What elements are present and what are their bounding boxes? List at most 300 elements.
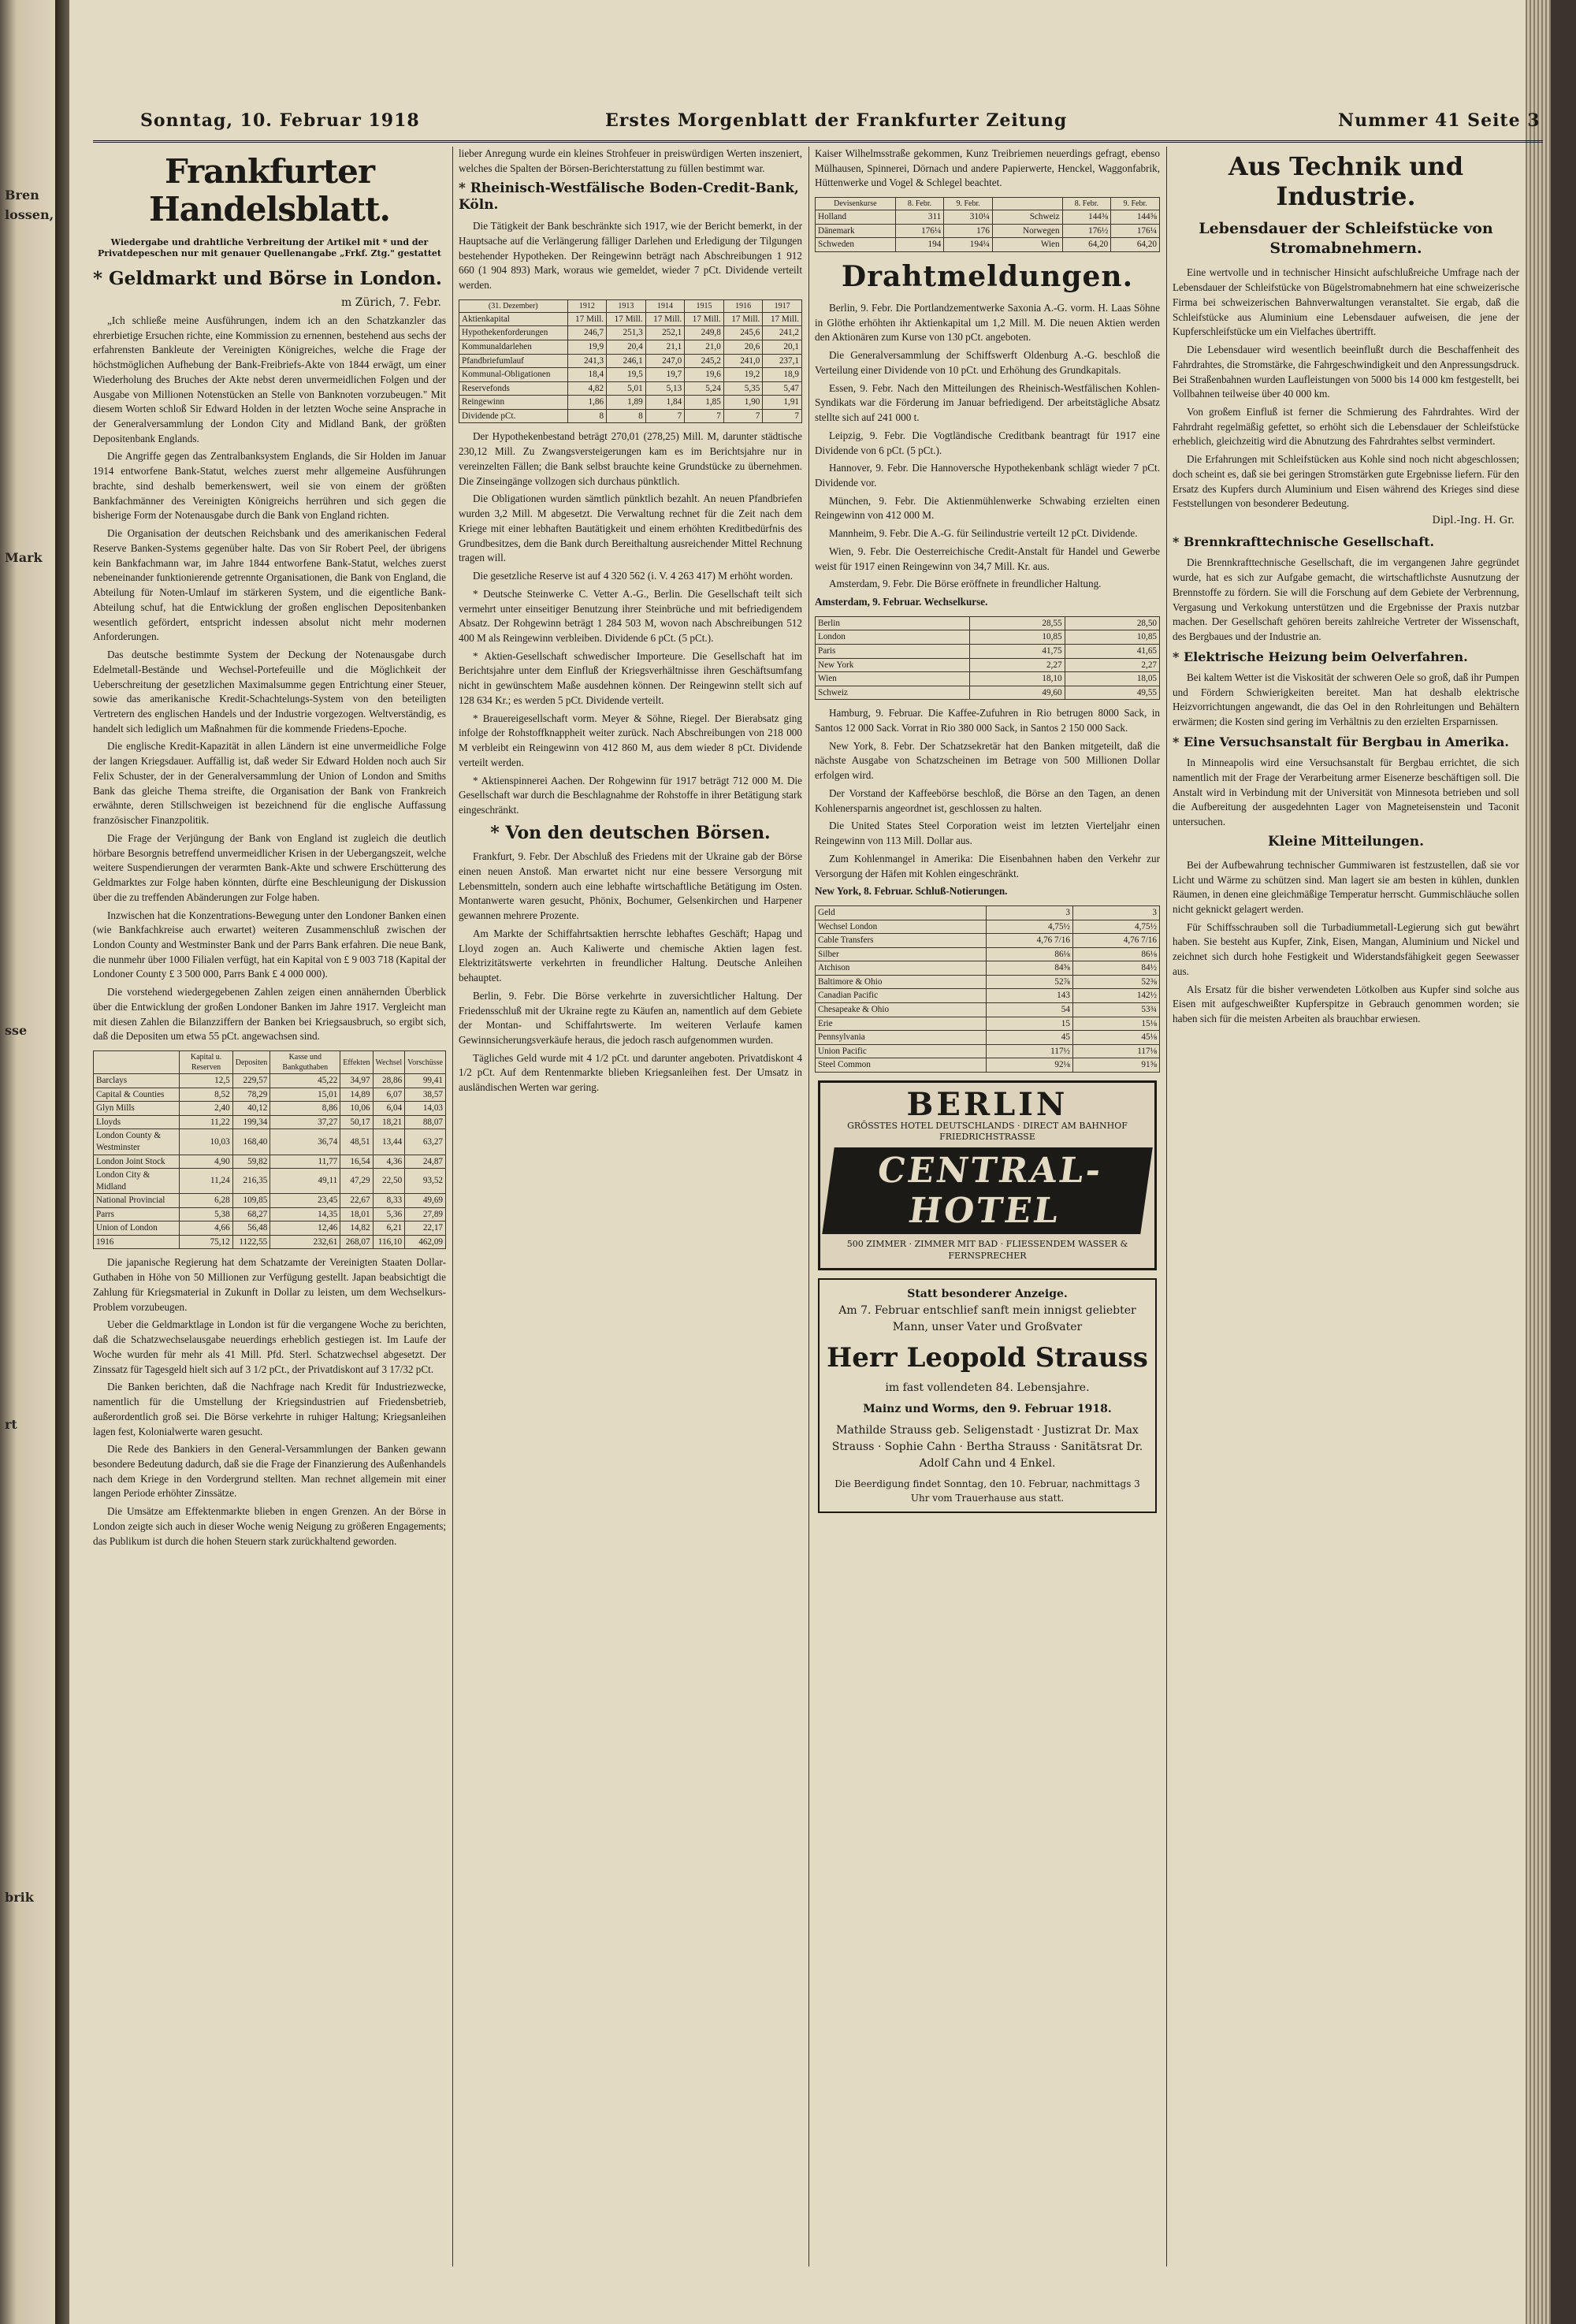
ad-amenities: 500 ZIMMER · ZIMMER MIT BAD · FLIESSENDEM WASSER & FERNSPRECHER xyxy=(846,1239,1128,1261)
table-cell: 16,54 xyxy=(340,1155,373,1169)
table-header-cell xyxy=(992,198,1062,210)
table-row xyxy=(94,1102,446,1116)
table-cell: 21,0 xyxy=(685,340,724,355)
paragraph: Die Banken berichten, daß die Nachfrage nach Kredit für Industriezwecke, namentlich für die Umstellung der Kriegsindustrien auf Friedensbetrieb, außerordentlich groß sei. Die Börse verkehrte in ruhiger Haltung; Kriegsanleihen lagen fest, Kolonialwerte waren gesucht. xyxy=(93,1381,446,1437)
table-cell: 19,5 xyxy=(607,368,646,382)
table-cell: 41,75 xyxy=(970,644,1065,658)
table-cell: 3 xyxy=(986,906,1072,920)
table-row xyxy=(816,630,1160,645)
table-cell: 462,09 xyxy=(405,1235,446,1249)
table-cell: 268,07 xyxy=(340,1235,373,1249)
table-header-cell: Kasse und Bankguthaben xyxy=(270,1051,340,1074)
paragraph: Die Brennkrafttechnische Gesellschaft, die im vergangenen Jahre gegründet wurde, hat es sich zur Aufgabe gemacht, die wirtschaftlichste Ausnutzung der Brennstoffe zu fördern. Sie will die Forschung auf dem Gebiete der Verbrennung, Vergasung und Verkokung unterstützen und die Ergebnisse der Praxis nutzbar machen. Der Gesellschaft gehören bereits zahlreiche Vertreter der Wissenschaft, des Bergbaues und der Industrie an. xyxy=(1173,556,1519,642)
table-cell: 14,35 xyxy=(270,1207,340,1221)
table-row xyxy=(816,1058,1160,1073)
table-cell: 245,6 xyxy=(723,326,763,340)
table-cell: 7 xyxy=(645,409,685,423)
paragraph: Kaiser Wilhelmsstraße gekommen, Kunz Treibriemen neuerdings gefragt, ebenso Mülhausen, Spinnerei, Dörnach und andere Papierwerte, Henckel, Waggonfabrik, Hüttenwerke und Vogel & Schlegel beachtet. xyxy=(815,147,1160,189)
table-header-cell: 8. Febr. xyxy=(895,198,944,210)
table-cell: 49,60 xyxy=(970,686,1065,700)
table-cell: 5,36 xyxy=(373,1207,405,1221)
table-cell: 5,13 xyxy=(645,381,685,396)
table-cell: 142½ xyxy=(1072,989,1159,1003)
table-cell: 4,76 7/16 xyxy=(1072,934,1159,948)
table-row xyxy=(459,396,802,410)
table-cell: 19,6 xyxy=(685,368,724,382)
table-cell: 45⅛ xyxy=(1072,1031,1159,1045)
table-cell: 251,3 xyxy=(607,326,646,340)
table-row xyxy=(94,1129,446,1155)
section-title: * Brennkrafttechnische Gesellschaft. xyxy=(1173,534,1435,550)
table-cell: 10,85 xyxy=(970,630,1065,645)
table-cell: 17 Mill. xyxy=(607,312,646,326)
column-handelsblatt xyxy=(93,147,446,2266)
section-title: * Eine Versuchsanstalt für Bergbau in Amerika. xyxy=(1173,734,1509,749)
table-cell: 45 xyxy=(986,1031,1072,1045)
table-cell: Barclays xyxy=(94,1074,180,1088)
table-cell: 5,35 xyxy=(723,381,763,396)
paragraph: Eine wertvolle und in technischer Hinsicht aufschlußreiche Umfrage nach der Lebensdauer der Schleifstücke von Bügelstromabnehmern hat eine schweizerische Firma bei schweizerischen Bahnverwaltungen veranstaltet. Sie ergab, daß die Schleifstücke aus Aluminium eine Lebensdauer aufweisen, die jene der Kupferschleifstücke um ein Vielfaches übertrifft. xyxy=(1173,266,1519,338)
paragraph: Inzwischen hat die Konzentrations-Bewegung unter den Londoner Banken einen (wie Bankfachkreise auch erwartet) weiteren Zusammenschluß zwischen der London County and Westminster Bank und der Parrs Bank erfahren. Die neue Bank, die nunmehr über 1000 Filialen verfügt, hat ein Kapital von £ 9 003 718 (Kapital der Londoner County £ 3 500 000, Parrs Bank £ 4 000 000). xyxy=(93,909,446,980)
table-cell: 54 xyxy=(986,1002,1072,1017)
table-cell: 68,27 xyxy=(232,1207,270,1221)
table-header-cell: Wechsel xyxy=(373,1051,405,1074)
new-york-table xyxy=(815,905,1160,1073)
paragraph: * Deutsche Steinwerke C. Vetter A.-G., Berlin. Die Gesellschaft teilt sich vermehrt unter einseitiger Benutzung ihrer Steinbrüche und mit befriedigendem Absatz. Der Rohgewinn beträgt 1 284 503 M, wovon nach Abschreibungen 512 400 M als Reingewinn verbleiben. Dividende 6 pCt. (5 pCt.). xyxy=(459,587,802,644)
table-header-cell: Vorschüsse xyxy=(405,1051,446,1074)
table-row xyxy=(816,224,1160,238)
table-cell: 18,21 xyxy=(373,1115,405,1129)
paragraph: * Aktien-Gesellschaft schwedischer Importeure. Die Gesellschaft hat im Berichtsjahre unter dem Einfluß der Kriegsverhältnisse ihren Geschäftsumfang nicht in gewünschtem Maße ausdehnen können. Der Reingewinn stellt sich auf 128 634 Kr.; es werden 5 pCt. Dividende verteilt. xyxy=(459,649,802,706)
table-header-cell: (31. Dezember) xyxy=(459,299,568,312)
table-cell: 49,11 xyxy=(270,1169,340,1194)
table-row xyxy=(816,210,1160,225)
column-rule xyxy=(808,147,809,2266)
paragraph: Bei der Aufbewahrung technischer Gummiwaren ist festzustellen, daß sie vor Licht und Wärme zu schützen sind. Man lagert sie am besten in kühlen, dunklen Räumen, in denen eine gleichmäßige Temperatur herrscht. Gummischläuche sollen nicht geknickt gelagert werden. xyxy=(1173,858,1519,915)
table-cell: Hypothekenforderungen xyxy=(459,326,568,340)
table-cell: 232,61 xyxy=(270,1235,340,1249)
table-cell: 86⅛ xyxy=(986,947,1072,961)
section-head: Drahtmeldungen. xyxy=(841,259,1134,293)
table-cell: 91⅝ xyxy=(1072,1058,1159,1073)
notice-burial: Die Beerdigung findet Sonntag, den 10. Februar, nachmittags 3 Uhr vom Trauerhause aus statt. xyxy=(834,1478,1140,1504)
table-cell: Schweiz xyxy=(816,686,970,700)
table-cell: 3 xyxy=(1072,906,1159,920)
table-cell: 116,10 xyxy=(373,1235,405,1249)
table-row xyxy=(459,340,802,355)
table-cell: 37,27 xyxy=(270,1115,340,1129)
paragraph: Hamburg, 9. Februar. Die Kaffee-Zufuhren in Rio betrugen 8000 Sack, in Santos 12 000 Sack. Vorrat in Rio 380 000 Sack, in Santos 2 150 000 Sack. xyxy=(815,707,1160,734)
paragraph: Die gesetzliche Reserve ist auf 4 320 562 (i. V. 4 263 417) M erhöht worden. xyxy=(473,570,794,582)
table-cell: 241,3 xyxy=(567,354,607,368)
table-header-cell: 8. Febr. xyxy=(1062,198,1111,210)
table-cell: 194¼ xyxy=(944,238,993,252)
table-cell: 13,44 xyxy=(373,1129,405,1155)
table-cell: Wien xyxy=(816,672,970,686)
table-cell: 144⅝ xyxy=(1111,210,1160,225)
table-cell: 1122,55 xyxy=(232,1235,270,1249)
table-row xyxy=(816,975,1160,989)
notice-line: im fast vollendeten 84. Lebensjahre. xyxy=(885,1381,1090,1394)
table-cell: 15 xyxy=(986,1017,1072,1031)
paragraph: Die Rede des Bankiers in den General-Versammlungen der Banken gewann besondere Bedeutung dadurch, daß sie die Frage der Finanzierung des Außenhandels nach dem Kriege in den Vordergrund stellten. Man rechnet allgemein mit einer langen Periode erhöhter Zinssätze. xyxy=(93,1443,446,1500)
table-body xyxy=(816,906,1160,1073)
table-cell: 52⅜ xyxy=(1072,975,1159,989)
table-cell: National Provincial xyxy=(94,1194,180,1208)
table-cell: 109,85 xyxy=(232,1194,270,1208)
paragraph: Die Organisation der deutschen Reichsbank und des amerikanischen Federal Reserve Banken-Systems gegenüber halte. Das von Sir Robert Peel, der übrigens kein Bankfachmann war, im Jahre 1844 entworfene Bank-Statut, welches zuerst nebeneinander funktionierende getrennte Organisationen, die Bank von England, die Abteilung für Noten-Umlauf im stärkeren System, und die eigentliche Bank-Abteilung schuf, hat die Entwicklung der großen englischen Depositenbanken wesentlich gefördert, entspricht indessen absolut nicht mehr modernen Anforderungen. xyxy=(93,527,446,643)
table-row xyxy=(459,368,802,382)
table-cell: 17 Mill. xyxy=(645,312,685,326)
table-cell: 19,9 xyxy=(567,340,607,355)
table-cell: 117⅛ xyxy=(1072,1044,1159,1058)
paragraph: Ueber die Geldmarktlage in London ist für die vergangene Woche zu berichten, daß die Schatzwechselausgabe neuerdings erheblich gestiegen ist. Im Laufe der Woche wurden für mehr als 41 Mill. Pfd. Sterl. Schatzwechsel abgesetzt. Der Zinssatz für Tagesgeld hielt sich auf 3 1/2 pCt., der Privatdiskont auf 3 17/32 pCt. xyxy=(93,1318,446,1375)
section-head: Aus Technik und Industrie. xyxy=(1228,151,1464,211)
table-cell: 5,38 xyxy=(180,1207,232,1221)
table-cell: Silber xyxy=(816,947,987,961)
table-cell: 176¼ xyxy=(1111,224,1160,238)
table-cell: Atchison xyxy=(816,961,987,976)
table-cell: Aktienkapital xyxy=(459,312,568,326)
table-cell: 6,21 xyxy=(373,1221,405,1236)
table-row xyxy=(94,1115,446,1129)
table-cell: Wien xyxy=(992,238,1062,252)
table-cell: 34,97 xyxy=(340,1074,373,1088)
paragraph: * Brauereigesellschaft vorm. Meyer & Söhne, Riegel. Der Bierabsatz ging infolge der Rohstoffknappheit weiter zurück. Nach Abschreibungen von 218 000 M verbleibt ein Reingewinn von 412 860 M, aus dem wieder 8 pCt. Dividende verteilt werden. xyxy=(459,712,802,768)
table-cell: 176 xyxy=(944,224,993,238)
newspaper-page xyxy=(69,0,1551,2324)
header-rule xyxy=(93,140,1543,143)
column-rule xyxy=(452,147,453,2266)
column-rule xyxy=(1166,147,1167,2266)
paragraph: Als Ersatz für die bisher verwendeten Lötkolben aus Kupfer sind solche aus Eisen mit aufgeschweißter Kupferspitze in Gebrauch genommen worden; sie haben sich für die meisten Arbeiten als brauchbar erwiesen. xyxy=(1173,983,1519,1025)
table-cell: 47,29 xyxy=(340,1169,373,1194)
paragraph: Die japanische Regierung hat dem Schatzamte der Vereinigten Staaten Dollar-Guthaben in Höhe von 50 Millionen zur Verfügung gestellt. Japan beabsichtigt die Zahlung für Kriegsmaterial in Zukunft in Dollar zu leisten, um dem Wechselkurs-Problem vorzubeugen. xyxy=(93,1256,446,1313)
table-cell: 10,85 xyxy=(1065,630,1159,645)
table-header-cell: Effekten xyxy=(340,1051,373,1074)
table-cell: Norwegen xyxy=(992,224,1062,238)
section-subhead: Kleine Mitteilungen. xyxy=(1267,833,1424,850)
table-header-cell: Devisenkurse xyxy=(816,198,896,210)
table-cell: Kommunal-Obligationen xyxy=(459,368,568,382)
table-row xyxy=(459,381,802,396)
bank-balance-table xyxy=(459,299,802,424)
table-body xyxy=(816,210,1160,252)
table-cell: 143 xyxy=(986,989,1072,1003)
table-cell: Lloyds xyxy=(94,1115,180,1129)
paragraph: Mannheim, 9. Febr. Die A.-G. für Seilindustrie verteilt 12 pCt. Dividende. xyxy=(829,527,1138,540)
table-cell: 237,1 xyxy=(763,354,802,368)
masthead-note: Wiedergabe und drahtliche Verbreitung der Artikel mit * und der Privatdepeschen nur mit genauer Quellenangabe „Frkf. Ztg." gestattet xyxy=(97,236,441,259)
table-cell: Capital & Counties xyxy=(94,1088,180,1102)
table-cell: 6,28 xyxy=(180,1194,232,1208)
paragraph: Die Frage der Verjüngung der Bank von England ist zugleich die deutlich hörbare Besorgnis betreffend unvermeidlicher Krisen in der Uebergangszeit, welche weitere Suspendierungen der verarmten Bank-Akte und schwere Erschütterung des Geldmarktes zur Folge haben könnten, dürfte eine Beschleunigung der Diskussion über die zu treffenden Abänderungen zur Folge haben. xyxy=(93,831,446,903)
table-cell: 8,86 xyxy=(270,1102,340,1116)
table-cell: 6,04 xyxy=(373,1102,405,1116)
notice-top: Statt besonderer Anzeige. xyxy=(907,1287,1068,1300)
table-cell: 199,34 xyxy=(232,1115,270,1129)
ad-hotel-name: CENTRAL-HOTEL xyxy=(822,1147,1152,1234)
table-cell: 28,55 xyxy=(970,616,1065,630)
margin-fragment: rt xyxy=(5,1417,17,1432)
table-header-cell: Depositen xyxy=(232,1051,270,1074)
table-row xyxy=(94,1207,446,1221)
table-cell: London xyxy=(816,630,970,645)
table-cell: 8 xyxy=(607,409,646,423)
table-header-cell: 1915 xyxy=(685,299,724,312)
table-row xyxy=(816,686,1160,700)
paragraph: * Aktienspinnerei Aachen. Der Rohgewinn für 1917 beträgt 712 000 M. Die Gesellschaft war durch die Beschlagnahme der Rohstoffe in ihrer Betätigung stark eingeschränkt. xyxy=(459,774,802,816)
table-cell: 249,8 xyxy=(685,326,724,340)
paragraph: In Minneapolis wird eine Versuchsanstalt für Bergbau errichtet, die sich namentlich mit der Frage der Verarbeitung armer Eisenerze beschäftigen soll. Die Anstalt wird in Verbindung mit der Universität von Minnesota betrieben und soll die Aufbereitung der ausgedehnten Lager von Magneteisenstein und Taconit untersuchen. xyxy=(1173,757,1519,827)
paragraph: Hannover, 9. Febr. Die Hannoversche Hypothekenbank schlägt wieder 7 pCt. Dividende vor. xyxy=(815,462,1160,489)
header-paper-name: Erstes Morgenblatt der Frankfurter Zeitung xyxy=(605,110,1068,131)
table-cell: Geld xyxy=(816,906,987,920)
table-cell: 7 xyxy=(723,409,763,423)
paragraph: Essen, 9. Febr. Nach den Mitteilungen des Rheinisch-Westfälischen Kohlen-Syndikats war die Förderung im Januar befriedigend. Der arbeitstägliche Absatz stellte sich auf 241 000 t. xyxy=(815,381,1160,424)
table-header-row xyxy=(459,299,802,312)
table-row xyxy=(94,1155,446,1169)
table-cell: 144⅜ xyxy=(1062,210,1111,225)
table-row xyxy=(816,947,1160,961)
table-cell: 5,47 xyxy=(763,381,802,396)
table-cell: 84⅝ xyxy=(986,961,1072,976)
table-cell: 14,89 xyxy=(340,1088,373,1102)
table-row xyxy=(94,1074,446,1088)
table-cell: 17 Mill. xyxy=(685,312,724,326)
margin-fragment: sse xyxy=(5,1023,28,1038)
table-cell: 22,50 xyxy=(373,1169,405,1194)
paragraph: Die englische Kredit-Kapazität in allen Ländern ist eine unvermeidliche Folge der langen Kriegsdauer. Auffällig ist, daß weder Sir Edward Holden noch auch Sir Felix Schuster, der in der Generalversammlung der Union of London and Smiths Bank das gleiche Thema streifte, die Organisation der Bank von Frankreich erwähnte, deren Stillschweigen ist bezeichnend für die englische Auffassung französischer Finanzpolitik. xyxy=(93,740,446,827)
table-cell: 64,20 xyxy=(1111,238,1160,252)
table-header-cell: 1912 xyxy=(567,299,607,312)
table-cell: 216,35 xyxy=(232,1169,270,1194)
table-cell: 86⅛ xyxy=(1072,947,1159,961)
table-cell: 4,82 xyxy=(567,381,607,396)
table-cell: 88,07 xyxy=(405,1115,446,1129)
table-cell: Pennsylvania xyxy=(816,1031,987,1045)
table-cell: Parrs xyxy=(94,1207,180,1221)
table-cell: London City & Midland xyxy=(94,1169,180,1194)
table-row xyxy=(816,644,1160,658)
table-cell: 7 xyxy=(685,409,724,423)
table-cell: 4,75½ xyxy=(1072,920,1159,934)
table-cell: London Joint Stock xyxy=(94,1155,180,1169)
table-cell: 49,69 xyxy=(405,1194,446,1208)
table-cell: Paris xyxy=(816,644,970,658)
table-row xyxy=(816,934,1160,948)
paragraph: Leipzig, 9. Febr. Die Vogtländische Creditbank beantragt für 1917 eine Dividende von 6 pCt. (5 pCt.). xyxy=(815,429,1160,456)
paragraph: Berlin, 9. Febr. Die Börse verkehrte in zuversichtlicher Haltung. Der Friedensschluß mit der Ukraine regte zu Käufen an, namentlich auf dem Gebiete der Montan- und Schiffahrtswerte. Im weiteren Verlaufe kamen Gewinnsicherungsverkäufe heraus, die jedoch rasch aufgenommen wurden. xyxy=(459,989,802,1046)
column-drahtmeldungen xyxy=(815,147,1160,2266)
table-header-cell: Kapital u. Reserven xyxy=(180,1051,232,1074)
paragraph: Die Obligationen wurden sämtlich pünktlich bezahlt. An neuen Pfandbriefen wurden 3,2 Mill. M abgesetzt. Die Verwaltung rechnet für die Zeit nach dem Kriege mit einer lebhaften Bautätigkeit und einem erhöhten Kreditbedürfnis des Grundbesitzes, dem die Bank durch Bereithaltung ausreichender Mittel Rechnung tragen will. xyxy=(459,493,802,564)
table-row xyxy=(94,1194,446,1208)
table-cell: 194 xyxy=(895,238,944,252)
column-technik xyxy=(1173,147,1519,2266)
table-cell: 5,24 xyxy=(685,381,724,396)
table-cell: 246,7 xyxy=(567,326,607,340)
table-cell: 28,86 xyxy=(373,1074,405,1088)
table-cell: 14,03 xyxy=(405,1102,446,1116)
table-cell: 28,50 xyxy=(1065,616,1159,630)
table-cell: 18,10 xyxy=(970,672,1065,686)
margin-fragment: Mark xyxy=(5,550,43,565)
table-cell: Erie xyxy=(816,1017,987,1031)
table-cell: 8 xyxy=(567,409,607,423)
table-row xyxy=(94,1235,446,1249)
table-cell: 1916 xyxy=(94,1235,180,1249)
devisen-table xyxy=(815,197,1160,252)
paragraph: Amsterdam, 9. Febr. Die Börse eröffnete in freundlicher Haltung. xyxy=(829,578,1102,590)
table-cell: Reingewinn xyxy=(459,396,568,410)
signature: Dipl.-Ing. H. Gr. xyxy=(1432,515,1515,527)
paragraph: Die Tätigkeit der Bank beschränkte sich 1917, wie der Bericht bemerkt, in der Hauptsache auf die Verlängerung fälliger Darlehen und Erledigung der Tilgungen bestehender Hypotheken. Der Reingewinn beträgt nach Abschreibungen 1 912 660 (1 904 893) Mark, woraus wie gemeldet, wieder 7 pCt. Dividende verteilt werden. xyxy=(459,220,802,292)
table-cell: Cable Transfers xyxy=(816,934,987,948)
table-cell: 93,52 xyxy=(405,1169,446,1194)
margin-fragment: lossen, xyxy=(5,207,54,222)
table-cell: London County & Westminster xyxy=(94,1129,180,1155)
table-cell: 2,40 xyxy=(180,1102,232,1116)
table-cell: 310¼ xyxy=(944,210,993,225)
table-cell: 24,87 xyxy=(405,1155,446,1169)
table-cell: Holland xyxy=(816,210,896,225)
table-cell: 176¼ xyxy=(895,224,944,238)
book-gutter xyxy=(55,0,69,2324)
table-cell: Steel Common xyxy=(816,1058,987,1073)
header-date: Sonntag, 10. Februar 1918 xyxy=(140,110,420,131)
table-cell: 10,06 xyxy=(340,1102,373,1116)
table-cell: Canadian Pacific xyxy=(816,989,987,1003)
table-cell: Glyn Mills xyxy=(94,1102,180,1116)
table-cell: 15⅛ xyxy=(1072,1017,1159,1031)
table-cell: 64,20 xyxy=(1062,238,1111,252)
table-cell: 84½ xyxy=(1072,961,1159,976)
table-cell: Dänemark xyxy=(816,224,896,238)
table-cell: 21,1 xyxy=(645,340,685,355)
table-cell: 4,90 xyxy=(180,1155,232,1169)
table-cell: 56,48 xyxy=(232,1221,270,1236)
table-cell: 2,27 xyxy=(970,658,1065,672)
table-cell: 18,9 xyxy=(763,368,802,382)
paragraph: Zum Kohlenmangel in Amerika: Die Eisenbahnen haben den Verkehr zur Versorgung der Häfen mit Kohlen eingeschränkt. xyxy=(815,852,1160,879)
table-cell: 245,2 xyxy=(685,354,724,368)
paragraph: Von großem Einfluß ist ferner die Schmierung des Fahrdrahtes. Wird der Fahrdraht regelmäßig gefettet, so erhöht sich die Lebensdauer der Schleifstücke erheblich, gleichzeitig wird die Abnutzung des Fahrdrahtes selbst vermindert. xyxy=(1173,405,1519,448)
death-notice xyxy=(818,1278,1157,1513)
table-cell: 50,17 xyxy=(340,1115,373,1129)
table-cell: 19,7 xyxy=(645,368,685,382)
table-cell: 22,17 xyxy=(405,1221,446,1236)
paragraph: Das deutsche bestimmte System der Deckung der Notenausgabe durch Edelmetall-Bestände und Wechsel-Portefeuille und die Möglichkeit der Ueberschreitung der gesetzlichen Maximalsumme gegen Entrichtung einer Steuer, sowie das amerikanische Kredit-Schachtelungs-System von den beteiligten Vertretern des englischen Handels und der Industrie vorgezogen. Weltverständig, es handelt sich lediglich um Maßnahmen für die kommende Friedens-Epoche. xyxy=(93,649,446,734)
table-cell: 11,24 xyxy=(180,1169,232,1194)
table-cell: 117½ xyxy=(986,1044,1072,1058)
table-header-row xyxy=(816,198,1160,210)
table-cell: Baltimore & Ohio xyxy=(816,975,987,989)
table-cell: Union of London xyxy=(94,1221,180,1236)
table-header-cell: 1917 xyxy=(763,299,802,312)
table-row xyxy=(816,920,1160,934)
table-cell: 8,52 xyxy=(180,1088,232,1102)
ad-city: BERLIN xyxy=(906,1085,1069,1123)
table-row xyxy=(816,1031,1160,1045)
table-cell: 92⅛ xyxy=(986,1058,1072,1073)
paragraph: Die Umsätze am Effektenmarkte blieben in engen Grenzen. An der Börse in London zeigte sich auch in dieser Woche wenig Neigung zu größeren Engagements; das Publikum ist durch die hohen Steuern stark zurückhaltend geworden. xyxy=(93,1505,446,1547)
table-cell: 17 Mill. xyxy=(723,312,763,326)
table-cell: 11,77 xyxy=(270,1155,340,1169)
table-cell: 20,1 xyxy=(763,340,802,355)
table-cell: 1,85 xyxy=(685,396,724,410)
paragraph: New York, 8. Febr. Der Schatzsekretär hat den Banken mitgeteilt, daß die nächste Ausgabe von Schatzscheinen im Betrage von 500 Millionen Dollar erfolgen wird. xyxy=(815,739,1160,782)
table-row xyxy=(816,1017,1160,1031)
paragraph: Für Schiffsschrauben soll die Turbadiummetall-Legierung sich gut bewährt haben. Sie besteht aus Kupfer, Zink, Eisen, Mangan, Aluminium und Nickel und zeichnet sich durch hohe Festigkeit und Widerstandsfähigkeit gegen Seewasser aus. xyxy=(1173,920,1519,977)
paragraph: Der Vorstand der Kaffeebörse beschloß, die Börse an den Tagen, an denen Kohlenersparnis angeordnet ist, geschlossen zu halten. xyxy=(815,786,1160,814)
table-cell: 59,82 xyxy=(232,1155,270,1169)
table-cell: Schweiz xyxy=(992,210,1062,225)
paragraph: Frankfurt, 9. Febr. Der Abschluß des Friedens mit der Ukraine gab der Börse einen neuen Anstoß. Man erwartet nicht nur eine bessere Versorgung mit Lebensmitteln, sondern auch eine lebhafte wirtschaftliche Betätigung im Osten. Montanwerte waren gesucht, Phönix, Bochumer, Gelsenkirchen und Harpener gewannen mehrere Prozente. xyxy=(459,850,802,922)
table-cell: 15,01 xyxy=(270,1088,340,1102)
table-cell: 45,22 xyxy=(270,1074,340,1088)
table-header-row xyxy=(94,1051,446,1074)
table-cell: 22,67 xyxy=(340,1194,373,1208)
ad-tagline: GRÖSSTES HOTEL DEUTSCHLANDS · DIRECT AM BAHNHOF FRIEDRICHSTRASSE xyxy=(847,1120,1128,1143)
table-cell: 18,05 xyxy=(1065,672,1159,686)
table-cell: 11,22 xyxy=(180,1115,232,1129)
table-body xyxy=(816,616,1160,699)
table-cell: 18,4 xyxy=(567,368,607,382)
table-cell: 48,51 xyxy=(340,1129,373,1155)
table-cell: Wechsel London xyxy=(816,920,987,934)
paragraph: „Ich schließe meine Ausführungen, indem ich an den Schatzkanzler das ehrerbietige Ersuchen richte, eine Kommission zu ernennen, bestehend aus sechs der erfahrensten Bankleute der Vereinigten Königreiches, welche die Frage der höchstmöglichen Aufhebung der Bank-Freibriefs-Akte von 1844 erwägt, um einer Wiederholung des Bruches der Akte nebst deren unvermeidlichen Folgen und der Ausgabe von Millionen Notenstücken an Stelle von Banknoten vorzubeugen." Mit diesem Worten schloß Sir Edward Holden in der letzten Woche seine Ansprache in der Generalversammlung der London City and Midland Bank, der größten Depositenbank Englands. xyxy=(93,314,446,444)
table-cell: 17 Mill. xyxy=(567,312,607,326)
paragraph: Wien, 9. Febr. Die Oesterreichische Credit-Anstalt für Handel und Gewerbe weist für 1917 einen Reingewinn von 34,7 Mill. Kr. aus. xyxy=(815,545,1160,572)
table-cell: 49,55 xyxy=(1065,686,1159,700)
table-row xyxy=(816,672,1160,686)
table-cell: 246,1 xyxy=(607,354,646,368)
table-cell: 20,4 xyxy=(607,340,646,355)
notice-line: Am 7. Februar entschlief sanft mein innigst geliebter Mann, unser Vater und Großvater xyxy=(838,1303,1136,1333)
table-cell: 4,76 7/16 xyxy=(986,934,1072,948)
paragraph: Bei kaltem Wetter ist die Viskosität der schweren Oele so groß, daß ihr Pumpen und Fördern Schwierigkeiten bereitet. Man hat deshalb elektrische Heizvorrichtungen angewandt, die das Oel in den Rohrleitungen und Behältern erwärmen; die Kosten sind gering im Verhältnis zu den erzielten Ersparnissen. xyxy=(1173,671,1519,728)
page-header xyxy=(93,110,1543,134)
paragraph: Berlin, 9. Febr. Die Portlandzementwerke Saxonia A.-G. vorm. H. Laas Söhne in Glöthe erhöhten ihr Aktienkapital um 1,2 Mill. M. Die neuen Aktien werden den Aktionären zum Kurse von 130 pCt. angeboten. xyxy=(815,301,1160,344)
paragraph: Die Generalversammlung der Schiffswerft Oldenburg A.-G. beschloß die Verteilung einer Dividende von 10 pCt. und Erhöhung des Grundkapitals. xyxy=(815,349,1160,376)
table-cell: 1,86 xyxy=(567,396,607,410)
page-edge xyxy=(1526,0,1551,2324)
paragraph: Tägliches Geld wurde mit 4 1/2 pCt. und darunter angeboten. Privatdiskont 4 1/2 pCt. Auf dem Rentenmarkte blieben Kriegsanleihen fest. Der Umsatz in ausländischen Werten war gering. xyxy=(459,1051,802,1094)
table-row xyxy=(816,238,1160,252)
table-cell: 6,07 xyxy=(373,1088,405,1102)
section-title: * Geldmarkt und Börse in London. xyxy=(93,268,442,290)
table-cell: 168,40 xyxy=(232,1129,270,1155)
table-header-cell xyxy=(94,1051,180,1074)
table-cell: 52⅞ xyxy=(986,975,1072,989)
table-cell: Union Pacific xyxy=(816,1044,987,1058)
table-cell: 41,65 xyxy=(1065,644,1159,658)
table-cell: 4,66 xyxy=(180,1221,232,1236)
table-cell: Pfandbriefumlauf xyxy=(459,354,568,368)
margin-fragment: Bren xyxy=(5,188,39,203)
table-cell: 78,29 xyxy=(232,1088,270,1102)
table-cell: 7 xyxy=(763,409,802,423)
hotel-advertisement xyxy=(818,1080,1157,1270)
column-boersen xyxy=(459,147,802,2266)
table-cell: 18,01 xyxy=(340,1207,373,1221)
table-row xyxy=(459,409,802,423)
table-cell: 12,46 xyxy=(270,1221,340,1236)
table-cell: 252,1 xyxy=(645,326,685,340)
table-cell: 247,0 xyxy=(645,354,685,368)
table-title: Amsterdam, 9. Februar. Wechselkurse. xyxy=(815,596,988,608)
